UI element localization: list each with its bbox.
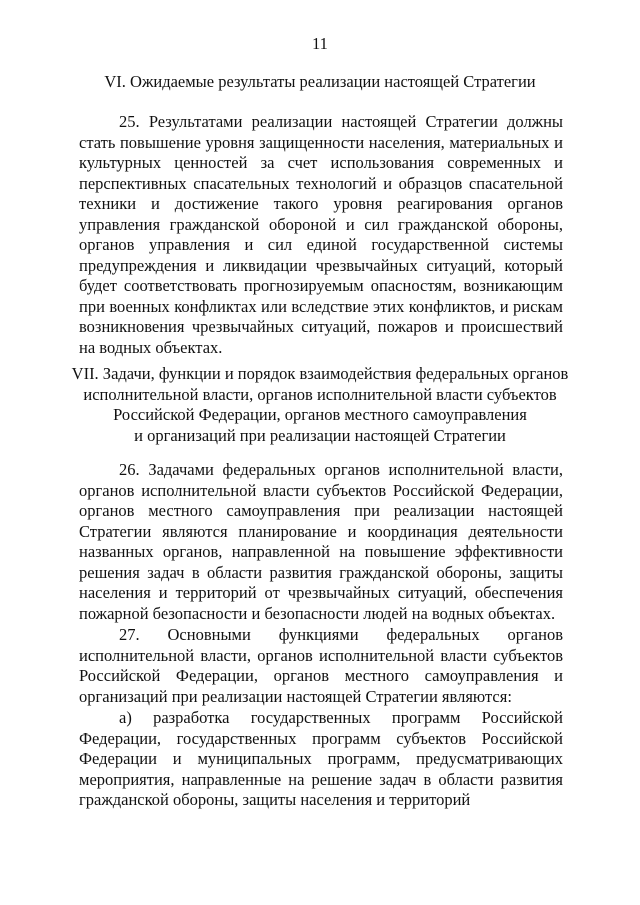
paragraph-25: 25. Результатами реализации настоящей Стратегии должны стать повышение уровня защищенности населения, материальных и культурных ценностей за счет использования современных и перспективных спасательных технологий и образцов спасательной техники и достижение такого уровня реагирования органов управления гражданской обороной и сил гражданской обороны, органов управления и сил единой государственной системы предупреждения и ликвидации чрезвычайных ситуаций, который будет соответствовать прогнозируемым опасностям, возникающим при военных конфликтах или вследствие этих конфликтов, и рискам возникновения чрезвычайных ситуаций, пожаров и происшествий на водных объектах. bbox=[79, 112, 563, 357]
section-vi-heading: VI. Ожидаемые результаты реализации настоящей Стратегии bbox=[104, 72, 536, 91]
paragraph-26: 26. Задачами федеральных органов исполнительной власти, органов исполнительной власти субъектов Российской Федерации, органов местного самоуправления при реализации настоящей Стратегии являются планирование и координация деятельности названных органов, направленной на повышение эффективности решения задач в области развития гражданской обороны, защиты населения и территорий от чрезвычайных ситуаций, обеспечения пожарной безопасности и безопасности людей на водных объектах. bbox=[79, 460, 563, 623]
page-number: 11 bbox=[312, 34, 328, 53]
section-vii-heading-line-2: исполнительной власти, органов исполнительной власти субъектов bbox=[83, 384, 557, 404]
paragraph-27: 27. Основными функциями федеральных органов исполнительной власти, органов исполнительной власти субъектов Российской Федерации, органов местного самоуправления и организаций при реализации настоящей Стратегии являются: bbox=[79, 625, 563, 706]
paragraph-27-a: а) разработка государственных программ Российской Федерации, государственных программ субъектов Российской Федерации и муниципальных программ, предусматривающих мероприятия, направленные на решение задач в области развития гражданской обороны, защиты населения и территорий bbox=[79, 708, 563, 809]
section-vii-heading bbox=[60, 364, 580, 446]
section-vii-heading-line-4: и организаций при реализации настоящей Стратегии bbox=[134, 425, 506, 445]
section-vii-heading-line-3: Российской Федерации, органов местного самоуправления bbox=[113, 405, 527, 424]
section-vii-heading-line-1: VII. Задачи, функции и порядок взаимодействия федеральных органов bbox=[71, 364, 569, 383]
